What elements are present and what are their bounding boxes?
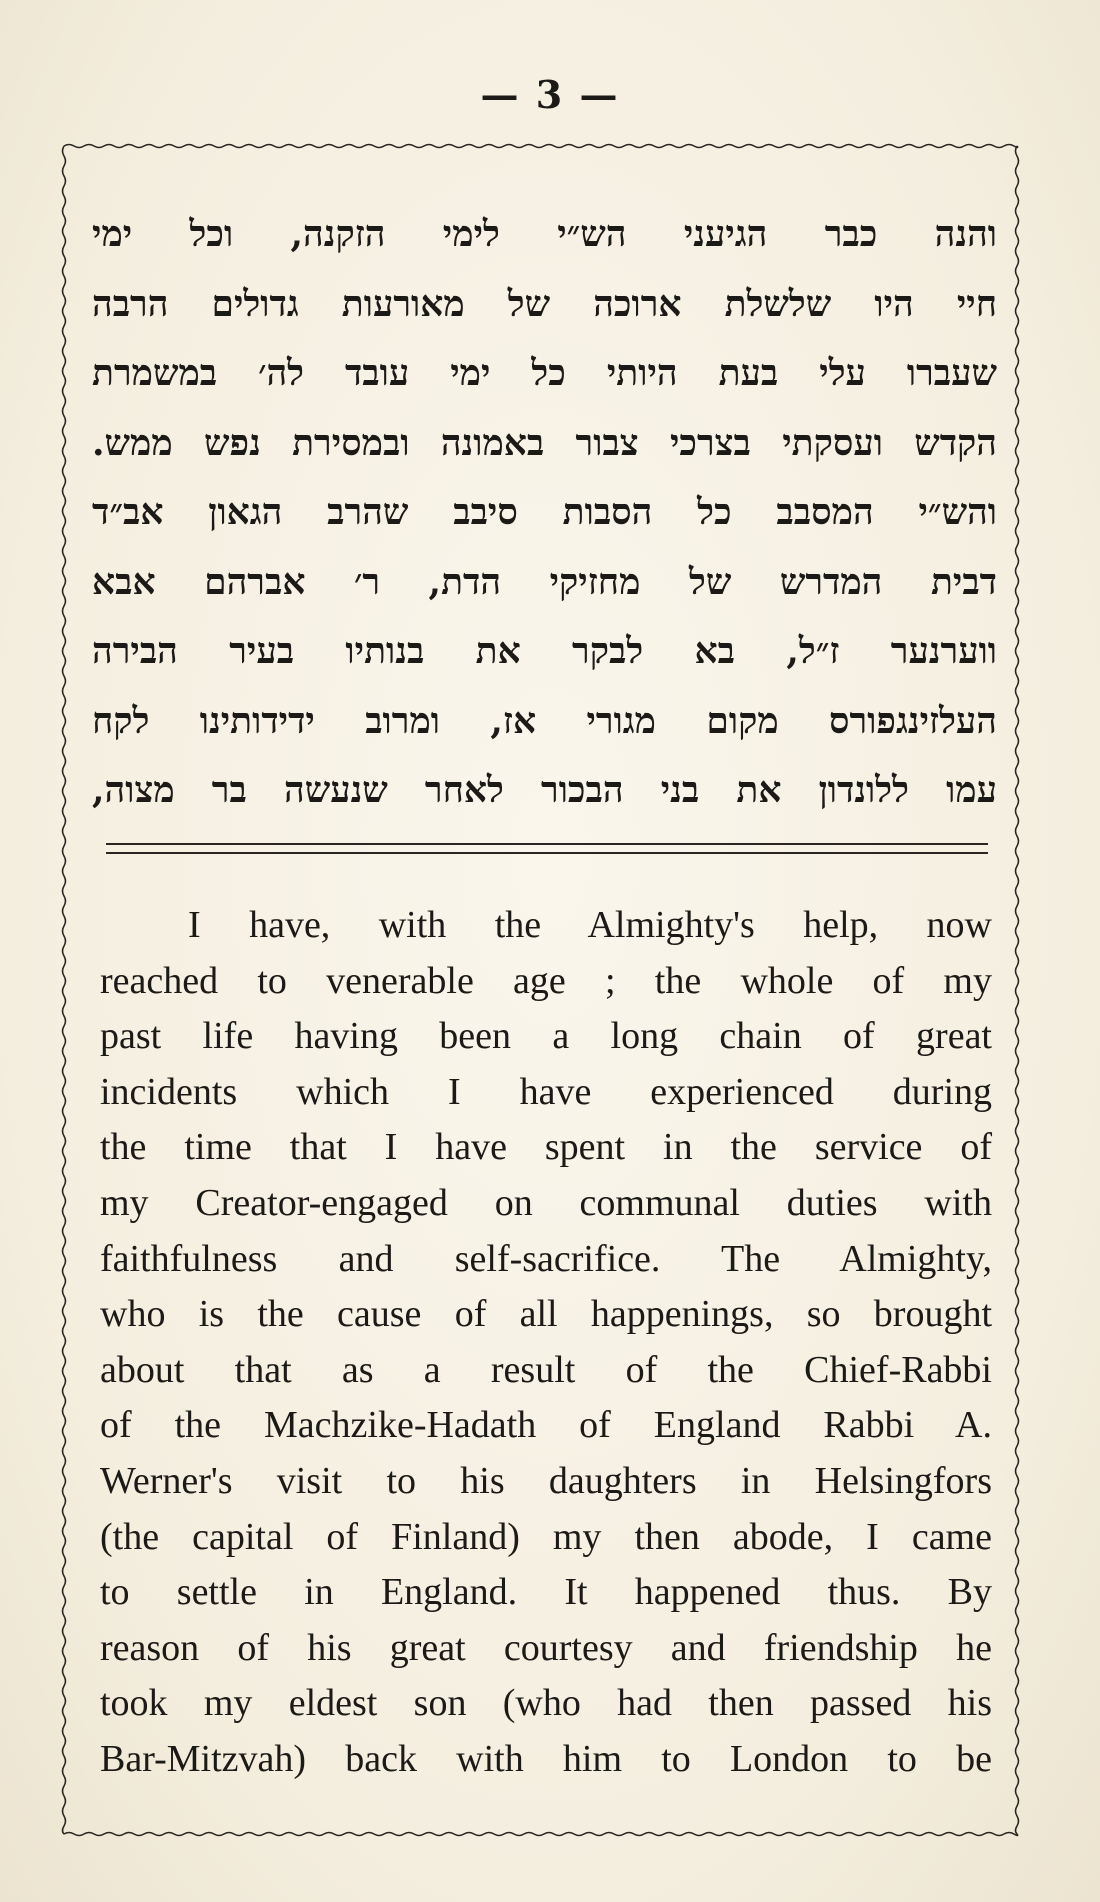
wavy-border-edge	[1016, 146, 1019, 1834]
wavy-border-edge	[64, 145, 1018, 148]
divider-rule-bottom	[106, 852, 988, 854]
hebrew-line: עמו ללונדון את בני הבכור לאחר שנעשה בר מצוה,	[92, 769, 997, 811]
hebrew-line: שעברו עלי בעת היותי כל ימי עובד לה׳ במשמרת	[92, 352, 997, 394]
english-line: of the Machzike-Hadath of England Rabbi A.	[100, 1404, 992, 1447]
hebrew-line: והנה כבר הגיעני הש״י לימי הזקנה, וכל ימי	[92, 213, 997, 255]
english-line: past life having been a long chain of great	[100, 1015, 992, 1058]
english-line: I have, with the Almighty's help, now	[188, 904, 992, 946]
english-line: who is the cause of all happenings, so brought	[100, 1293, 992, 1336]
english-line: (the capital of Finland) my then abode, I came	[100, 1515, 992, 1558]
hebrew-line: הקדש ועסקתי בצרכי צבור באמונה ובמסירת נפש ממש.	[92, 421, 997, 464]
page-number: — 3 —	[480, 72, 620, 117]
hebrew-line: חיי היו שלשלת ארוכה של מאורעות גדולים הרבה	[92, 282, 997, 325]
english-line: my Creator-engaged on communal duties with	[100, 1181, 992, 1224]
english-line: incidents which I have experienced during	[100, 1070, 992, 1113]
english-line: reason of his great courtesy and friendship he	[100, 1626, 992, 1669]
wavy-border-edge	[64, 1833, 1018, 1836]
hebrew-line: ווערנער ז״ל, בא לבקר את בנותיו בעיר הבירה	[92, 630, 997, 672]
wavy-border-edge	[63, 146, 66, 1834]
english-line: reached to venerable age ; the whole of my	[100, 959, 992, 1002]
english-line: to settle in England. It happened thus. By	[100, 1571, 992, 1614]
english-text-block	[100, 898, 992, 1788]
hebrew-text-block	[92, 200, 997, 826]
divider-rule-top	[106, 843, 988, 845]
english-line: about that as a result of the Chief-Rabbi	[100, 1348, 992, 1391]
hebrew-line: והש״י המסבב כל הסבות סיבב שהרב הגאון אב״ד	[92, 491, 997, 533]
english-line: Bar-Mitzvah) back with him to London to be	[100, 1737, 992, 1780]
english-line: the time that I have spent in the service of	[100, 1126, 992, 1169]
english-line: faithfulness and self-sacrifice. The Almighty,	[100, 1237, 992, 1280]
english-line: took my eldest son (who had then passed his	[100, 1682, 992, 1725]
hebrew-line: העלזינגפורס מקום מגורי אז, ומרוב ידידותינו לקח	[92, 699, 997, 742]
hebrew-line: דבית המדרש של מחזיקי הדת, ר׳ אברהם אבא	[92, 560, 997, 603]
english-line: Werner's visit to his daughters in Helsingfors	[100, 1459, 992, 1502]
section-divider	[106, 843, 988, 857]
